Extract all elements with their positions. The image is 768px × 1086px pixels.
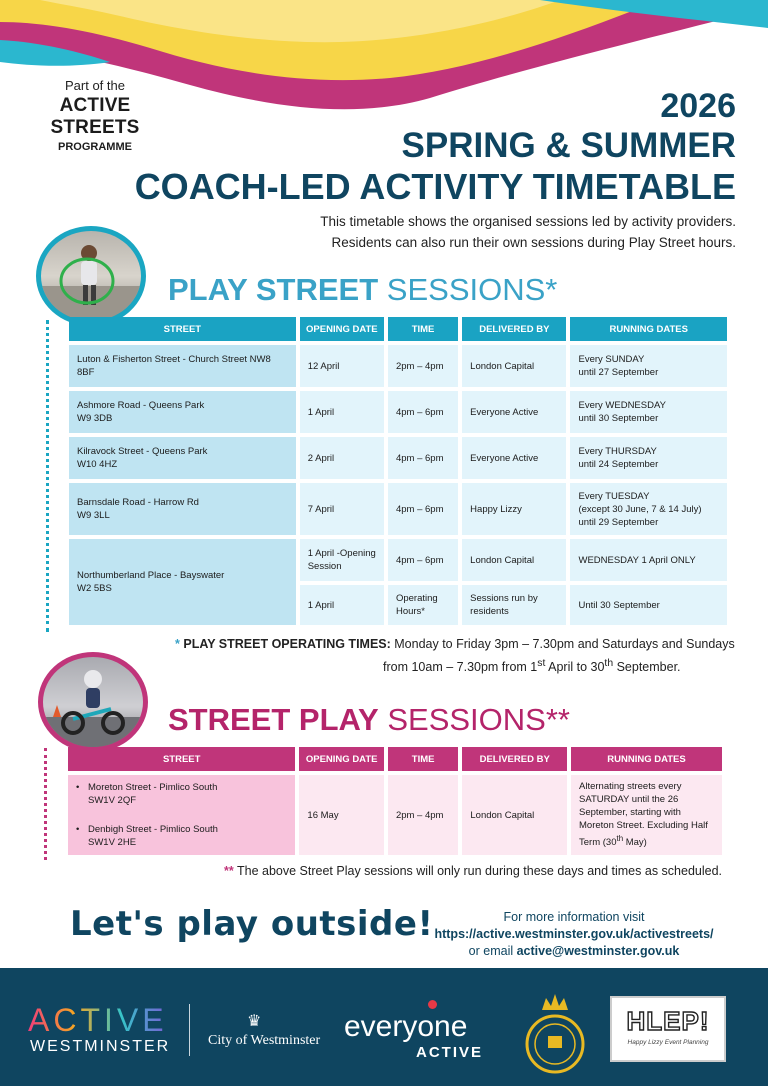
- hlep-logo-text: HLEP!: [626, 1006, 710, 1036]
- running-cell: WEDNESDAY 1 April ONLY: [570, 539, 727, 581]
- street-name: Barnsdale Road - Harrow Rd: [77, 497, 199, 508]
- running-line: Every WEDNESDAY: [578, 400, 666, 411]
- table-row: [69, 345, 727, 387]
- delivered-by-cell: Sessions run by residents: [462, 585, 566, 625]
- street-cell: [69, 437, 296, 479]
- time-cell: 2pm – 4pm: [388, 345, 458, 387]
- hlep-logo-subtext: Happy Lizzy Event Planning: [627, 1039, 709, 1046]
- note-star: *: [175, 637, 180, 651]
- city-of-westminster-logo: City of Westminster: [208, 1033, 321, 1048]
- note-text: from 10am – 7.30pm from 1: [383, 660, 538, 675]
- running-line: until 27 September: [578, 367, 659, 378]
- active-logo-text: ACTIVE: [28, 1002, 168, 1038]
- table-row: [69, 539, 727, 581]
- programme-name: ACTIVE STREETS: [50, 95, 140, 138]
- header-delivered-by: DELIVERED BY: [462, 317, 566, 341]
- table-row: [69, 391, 727, 433]
- time-cell: 4pm – 6pm: [388, 539, 458, 581]
- opening-cell: 12 April: [300, 345, 384, 387]
- time-cell: 4pm – 6pm: [388, 437, 458, 479]
- running-line: Every THURSDAY: [578, 446, 657, 457]
- time-cell: 4pm – 6pm: [388, 483, 458, 535]
- note-text: Monday to Friday 3pm – 7.30pm and Saturdays and Sundays: [390, 637, 735, 651]
- title-line-2: COACH-LED ACTIVITY TIMETABLE: [134, 166, 736, 207]
- delivered-by-cell: Everyone Active: [462, 437, 566, 479]
- opening-cell: 1 April: [300, 391, 384, 433]
- street-postcode: W9 3DB: [77, 413, 113, 424]
- westminster-logo-text: WESTMINSTER: [30, 1038, 171, 1055]
- header-street: STREET: [69, 317, 296, 341]
- table-header-row: [69, 317, 727, 341]
- everyone-active-subtext: ACTIVE: [416, 1044, 484, 1061]
- opening-cell: 16 May: [299, 775, 384, 855]
- table-row: [69, 483, 727, 535]
- street-cell: [69, 345, 296, 387]
- street-list: [76, 781, 287, 849]
- street-name: • Denbigh Street - Pimlico South: [88, 824, 218, 835]
- street-postcode: SW1V 2HE: [88, 837, 137, 848]
- active-westminster-logo: [28, 1002, 168, 1039]
- note-text: September.: [613, 660, 681, 675]
- time-cell: 2pm – 4pm: [388, 775, 458, 855]
- note-star: **: [224, 864, 234, 878]
- running-cell: [570, 437, 727, 479]
- play-street-operating-times-note: [175, 635, 735, 677]
- email-link[interactable]: active@westminster.gov.uk: [516, 944, 680, 958]
- opening-cell: 2 April: [300, 437, 384, 479]
- dotted-connector: [46, 320, 49, 632]
- email-prefix: or email: [468, 944, 517, 958]
- street-postcode: W9 3LL: [77, 510, 110, 521]
- footer-logos: [0, 968, 768, 1086]
- header-delivered-by: DELIVERED BY: [462, 747, 567, 771]
- more-info: [420, 909, 728, 960]
- header-running-dates: RUNNING DATES: [570, 317, 727, 341]
- street-name: Ashmore Road - Queens Park: [77, 400, 205, 411]
- title-year: 2026: [660, 87, 736, 125]
- header-street: STREET: [68, 747, 295, 771]
- header-running-dates: RUNNING DATES: [571, 747, 722, 771]
- delivered-by-cell: London Capital: [462, 345, 566, 387]
- street-name: Northumberland Place - Bayswater: [77, 570, 225, 581]
- street-postcode: W10 4HZ: [77, 459, 118, 470]
- running-cell: [571, 775, 722, 855]
- play-street-heading-bold: PLAY STREET: [168, 272, 379, 307]
- street-play-note: [224, 864, 722, 878]
- note-text: April to 30: [545, 660, 605, 675]
- photo-child-balance-bike: [38, 652, 148, 752]
- time-cell: Operating Hours*: [388, 585, 458, 625]
- play-street-table: [65, 313, 731, 629]
- street-cell: [69, 391, 296, 433]
- street-cell: [69, 539, 296, 625]
- note-line-2: [175, 654, 735, 677]
- intro-line-2: Residents can also run their own sessions during Play Street hours.: [331, 235, 736, 250]
- list-item: [76, 823, 287, 849]
- intro-text: [320, 211, 736, 253]
- programme-part-of: Part of the: [65, 78, 125, 93]
- street-postcode: SW1V 2QF: [88, 795, 137, 806]
- page-title: [135, 86, 736, 208]
- running-text: May): [623, 837, 647, 849]
- more-info-link[interactable]: https://active.westminster.gov.uk/activestreets/: [434, 927, 714, 941]
- intro-line-1: This timetable shows the organised sessions led by activity providers.: [320, 214, 736, 229]
- divider: [189, 1004, 190, 1056]
- opening-cell: 7 April: [300, 483, 384, 535]
- dotted-connector: [44, 748, 47, 860]
- header-time: TIME: [388, 317, 458, 341]
- title-line-1: SPRING & SUMMER: [401, 126, 736, 165]
- delivered-by-cell: London Capital: [462, 775, 567, 855]
- street-postcode: 8BF: [77, 367, 95, 378]
- street-play-table: [64, 743, 726, 859]
- list-item: [76, 781, 287, 807]
- happy-lizzy-logo: [610, 996, 726, 1062]
- street-play-heading-light: SESSIONS**: [378, 702, 570, 737]
- delivered-by-cell: Happy Lizzy: [462, 483, 566, 535]
- running-cell: [570, 483, 727, 535]
- crest-icon: ♛: [247, 1013, 262, 1030]
- table-header-row: [68, 747, 722, 771]
- slogan: Let's play outside!: [70, 904, 434, 944]
- running-line: until 30 September: [578, 413, 659, 424]
- running-cell: [570, 391, 727, 433]
- street-cell: [68, 775, 295, 855]
- photo-child-hula-hoop: [36, 226, 146, 326]
- opening-cell: 1 April -Opening Session: [300, 539, 384, 581]
- running-line: (except 30 June, 7 & 14 July): [578, 503, 702, 515]
- running-line: until 29 September: [578, 516, 659, 528]
- delivered-by-cell: Everyone Active: [462, 391, 566, 433]
- more-info-label: For more information visit: [503, 910, 645, 924]
- street-postcode: W2 5BS: [77, 583, 112, 594]
- running-text: Alternating streets every SATURDAY until the 26 September, starting with Moreton Street. Excluding Half Term (30: [579, 781, 708, 849]
- running-line: Every SUNDAY: [578, 354, 645, 365]
- dot-icon: [428, 1000, 437, 1009]
- street-cell: [69, 483, 296, 535]
- header-time: TIME: [388, 747, 458, 771]
- running-line: Every TUESDAY: [578, 490, 650, 502]
- street-play-heading: [168, 702, 570, 738]
- street-name: Luton & Fisherton Street - Church Street NW8: [77, 354, 271, 365]
- street-name: • Moreton Street - Pimlico South: [88, 782, 218, 793]
- delivered-by-cell: London Capital: [462, 539, 566, 581]
- table-row: [69, 437, 727, 479]
- programme-label: PROGRAMME: [58, 141, 132, 153]
- note-sup: st: [537, 658, 546, 669]
- note-sup: th: [604, 658, 614, 669]
- london-capital-badge-icon: [524, 990, 586, 1078]
- note-text: The above Street Play sessions will only run during these days and times as scheduled.: [233, 864, 722, 878]
- everyone-active-logo: [344, 1010, 467, 1044]
- note-label: PLAY STREET OPERATING TIMES:: [183, 637, 391, 651]
- everyone-text: everyone: [344, 1010, 468, 1043]
- time-cell: 4pm – 6pm: [388, 391, 458, 433]
- running-cell: Until 30 September: [570, 585, 727, 625]
- play-street-heading-light: SESSIONS*: [378, 272, 558, 307]
- street-name: Kilravock Street - Queens Park: [77, 446, 208, 457]
- header-opening-date: OPENING DATE: [299, 747, 384, 771]
- street-play-heading-bold: STREET PLAY: [168, 702, 379, 737]
- header-opening-date: OPENING DATE: [300, 317, 384, 341]
- note-line-1: [175, 635, 735, 654]
- play-street-heading: [168, 272, 557, 308]
- opening-cell: 1 April: [300, 585, 384, 625]
- running-cell: [570, 345, 727, 387]
- running-line: until 24 September: [578, 459, 659, 470]
- table-row: [68, 775, 722, 855]
- running-sup: th: [616, 834, 624, 844]
